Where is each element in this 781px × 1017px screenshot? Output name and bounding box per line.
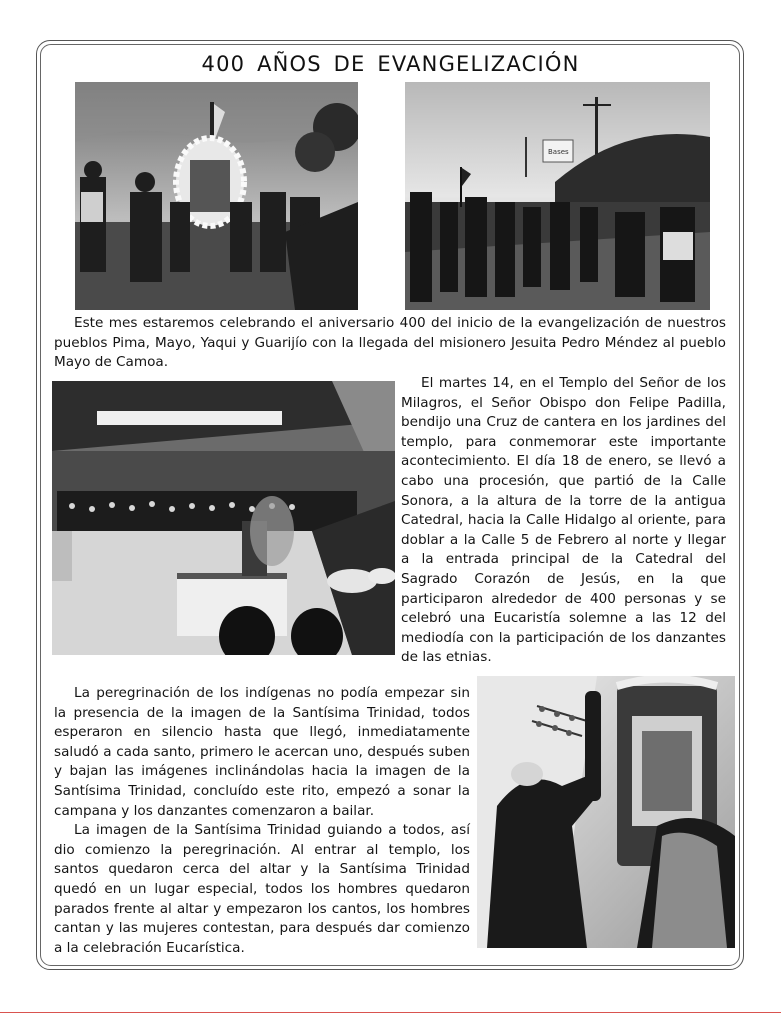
billboard-text: Bases — [548, 148, 569, 156]
page-title: 400 AÑOS DE EVANGELIZACIÓN — [201, 52, 580, 76]
middle-text: El martes 14, en el Templo del Señor de los Milagros, el Señor Obispo don Felipe Padilla, bendijo una Cruz de cantera en los jardines del templo, para conmemorar este importante acontecimiento. El día 18 de enero, se llevó a cabo una procesión, que partió de la Calle Sonora, a la altura de la torre de la antigua Catedral, hacia la Calle Hidalgo al oriente, para doblar a la Calle 5 de Febrero al norte y llegar a la entrada principal de la Catedral del Sagrado Corazón de Jesús, en la que participaron alrededor de 400 personas y se celebró una Eucaristía solemne a las 12 del mediodía con la participación de los danzantes de las etnias. — [401, 375, 726, 666]
intro-paragraph — [54, 314, 726, 373]
bottom-paragraphs — [54, 684, 470, 958]
bottom-text-2: La imagen de la Santísima Trinidad guiando a todos, así dio comienzo la peregrinación. Al entrar al templo, los santos quedaron cerca del altar y la Santísima Trinidad quedó en un lugar especial, todos los hombres quedaron parados frente al altar y empezaron los cantos, los hombres cantan y las mujeres contestan, para después dar comienzo a la celebración Eucarística. — [54, 822, 470, 956]
photo-street-procession — [405, 82, 710, 310]
intro-text: Este mes estaremos celebrando el aniversario 400 del inicio de la evangelización de nuestros pueblos Pima, Mayo, Yaqui y Guarijío con la llegada del misionero Jesuita Pedro Méndez al pueblo Mayo de Camoa. — [54, 315, 726, 371]
bottom-red-rule — [0, 1012, 781, 1013]
photo-mass-temple — [52, 381, 395, 655]
bottom-text-1: La peregrinación de los indígenas no podía empezar sin la presencia de la imagen de la Santísima Trinidad, todos esperaron en silencio hasta que llegó, inmediatamente saludó a cada santo, primero le acercan uno, después suben y bajan las imágenes inclinándolas hacia la imagen de la Santísima Trinidad, concluído este rito, empezó a sonar la campana y los danzantes comenzaron a bailar. — [54, 685, 470, 819]
photo-dancers-images — [477, 676, 735, 948]
photo-procession-image — [75, 82, 358, 310]
middle-paragraph — [401, 374, 726, 668]
